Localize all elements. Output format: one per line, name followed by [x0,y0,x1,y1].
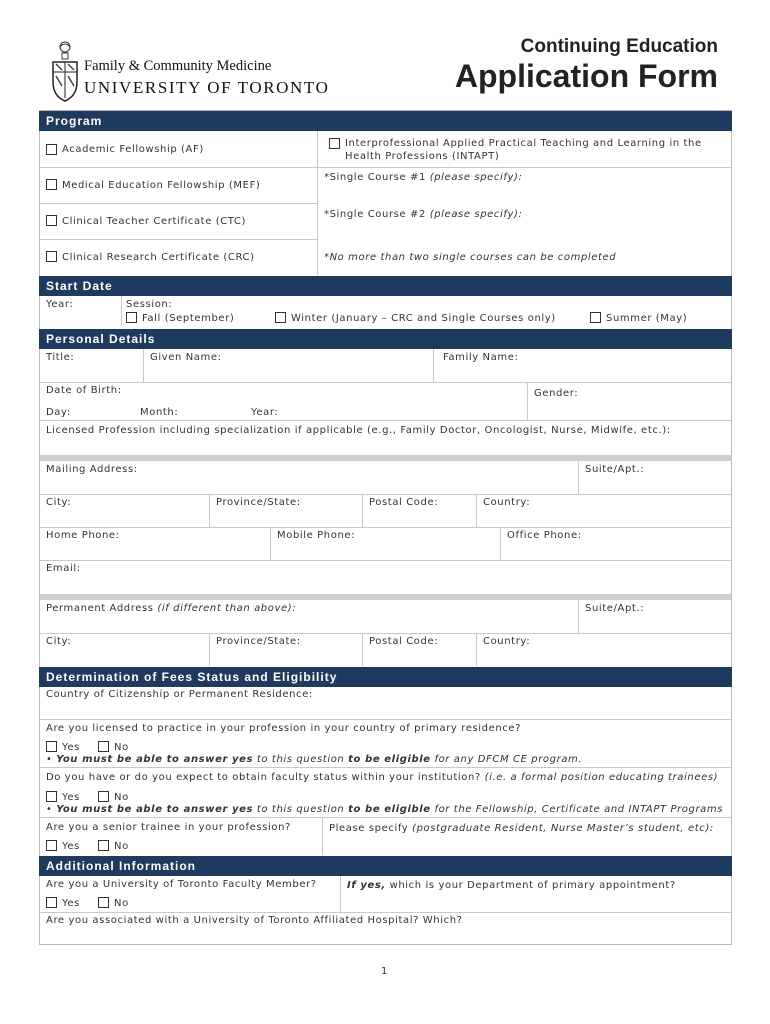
department-name: Family & Community Medicine [84,58,272,74]
label-winter: Winter (January – CRC and Single Courses only) [291,313,556,324]
country-field-2[interactable]: Country: [483,636,531,647]
checkbox-summer[interactable] [590,312,601,323]
country-field[interactable]: Country: [483,497,531,508]
province-field-2[interactable]: Province/State: [216,636,301,647]
page-title: Application Form [454,58,718,94]
section-header-start-date: Start Date [39,276,732,296]
hospital-field[interactable]: Are you associated with a University of Toronto Affiliated Hospital? Which? [46,915,463,926]
university-crest-logo [52,40,78,102]
label-intapt-line1: Interprofessional Applied Practical Teaching and Learning in the [345,138,702,149]
checkbox-faculty-member-yes[interactable] [46,897,57,908]
label-mef: Medical Education Fellowship (MEF) [62,180,261,191]
checkbox-faculty-member-no[interactable] [98,897,109,908]
question-faculty: Do you have or do you expect to obtain faculty status within your institution? (i.e. a formal position educating trainees) [46,772,719,783]
label-summer: Summer (May) [606,313,688,324]
page-subtitle: Continuing Education [520,36,718,57]
label-af: Academic Fellowship (AF) [62,144,204,155]
eligibility-note-1: • You must be able to answer yes to this question to be eligible for any DFCM CE program. [46,754,583,765]
label-ctc: Clinical Teacher Certificate (CTC) [62,216,247,227]
checkbox-af[interactable] [46,144,57,155]
office-phone-field[interactable]: Office Phone: [507,530,582,541]
label-fall: Fall (September) [142,313,235,324]
section-header-fees: Determination of Fees Status and Eligibility [39,667,732,687]
label-faculty-yes: Yes [62,792,80,803]
checkbox-winter[interactable] [275,312,286,323]
single-course-2-field[interactable]: *Single Course #2 (please specify): [324,209,523,220]
postal-code-field-2[interactable]: Postal Code: [369,636,439,647]
email-field[interactable]: Email: [46,563,81,574]
citizenship-field[interactable]: Country of Citizenship or Permanent Residence: [46,689,313,700]
gender-field[interactable]: Gender: [534,388,579,399]
university-name: UNIVERSITY OF TORONTO [84,78,330,97]
suite-field[interactable]: Suite/Apt.: [585,464,645,475]
checkbox-intapt[interactable] [329,138,340,149]
label-licensed-yes: Yes [62,742,80,753]
title-field[interactable]: Title: [46,352,75,363]
checkbox-crc[interactable] [46,251,57,262]
single-course-1-field[interactable]: *Single Course #1 (please specify): [324,172,523,183]
mobile-phone-field[interactable]: Mobile Phone: [277,530,356,541]
checkbox-trainee-no[interactable] [98,840,109,851]
checkbox-trainee-yes[interactable] [46,840,57,851]
dob-label: Date of Birth: [46,385,122,396]
family-name-field[interactable]: Family Name: [443,352,519,363]
home-phone-field[interactable]: Home Phone: [46,530,120,541]
city-field-2[interactable]: City: [46,636,72,647]
checkbox-licensed-no[interactable] [98,741,109,752]
suite-field-2[interactable]: Suite/Apt.: [585,603,645,614]
permanent-address-field[interactable]: Permanent Address (if different than above): [46,603,297,614]
label-intapt-line2: Health Professions (INTAPT) [345,151,500,162]
dob-month-field[interactable]: Month: [140,407,179,418]
section-header-additional: Additional Information [39,856,732,876]
label-faculty-member-no: No [114,898,129,909]
eligibility-note-2: • You must be able to answer yes to this question to be eligible for the Fellowship, Certificate and INTAPT Programs [46,804,724,815]
section-header-personal: Personal Details [39,329,732,349]
question-faculty-member: Are you a University of Toronto Faculty Member? [46,879,317,890]
dob-day-field[interactable]: Day: [46,407,71,418]
given-name-field[interactable]: Given Name: [150,352,222,363]
trainee-specify-field[interactable]: Please specify (postgraduate Resident, Nurse Master’s student, etc): [329,823,714,834]
session-label: Session: [126,299,173,310]
postal-code-field[interactable]: Postal Code: [369,497,439,508]
label-trainee-no: No [114,841,129,852]
checkbox-licensed-yes[interactable] [46,741,57,752]
label-trainee-yes: Yes [62,841,80,852]
page-number: 1 [381,966,388,977]
question-trainee: Are you a senior trainee in your profession? [46,822,291,833]
checkbox-faculty-yes[interactable] [46,791,57,802]
section-header-program: Program [39,111,732,131]
label-crc: Clinical Research Certificate (CRC) [62,252,255,263]
year-field[interactable]: Year: [46,299,74,310]
province-field[interactable]: Province/State: [216,497,301,508]
city-field[interactable]: City: [46,497,72,508]
licensed-profession-field[interactable]: Licensed Profession including specialization if applicable (e.g., Family Doctor, Oncologist, Nurse, Midwife, etc.): [46,425,671,436]
checkbox-ctc[interactable] [46,215,57,226]
checkbox-fall[interactable] [126,312,137,323]
label-licensed-no: No [114,742,129,753]
mailing-address-field[interactable]: Mailing Address: [46,464,138,475]
checkbox-mef[interactable] [46,179,57,190]
label-faculty-no: No [114,792,129,803]
question-licensed: Are you licensed to practice in your profession in your country of primary residence? [46,723,522,734]
dob-year-field[interactable]: Year: [251,407,279,418]
label-faculty-member-yes: Yes [62,898,80,909]
single-course-note: *No more than two single courses can be completed [324,252,617,263]
department-field[interactable]: If yes, which is your Department of primary appointment? [347,880,676,891]
checkbox-faculty-no[interactable] [98,791,109,802]
